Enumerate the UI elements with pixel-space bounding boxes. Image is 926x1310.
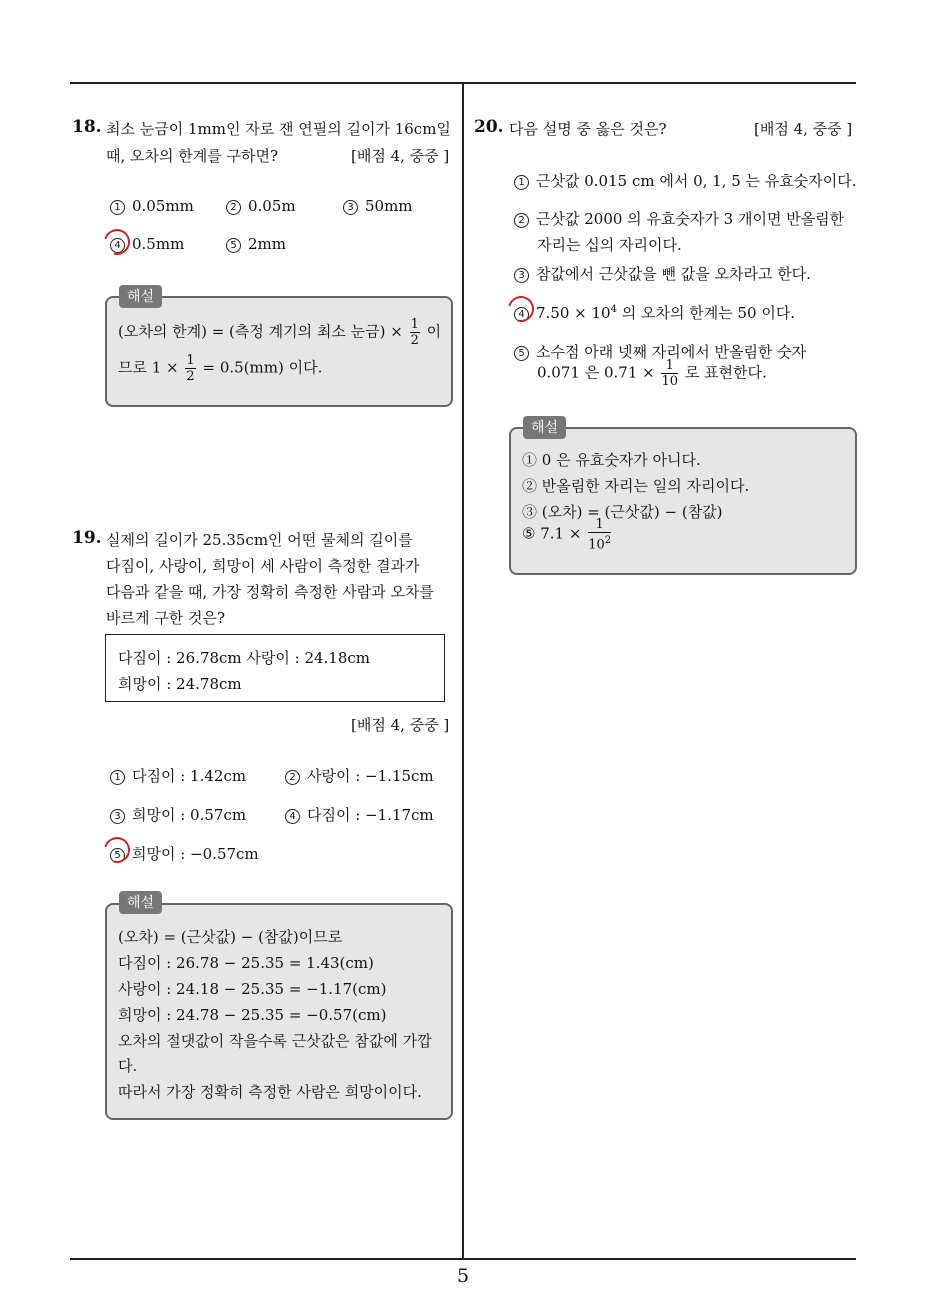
explanation-line (118, 318, 441, 347)
choice-text: 2mm (248, 235, 286, 253)
choice-text: 50mm (365, 197, 413, 215)
bottom-rule (70, 1258, 856, 1260)
question-number: 18. (72, 117, 102, 137)
explanation-box (105, 296, 453, 407)
fraction (661, 359, 678, 388)
choice-text: 희망이 : 0.57cm (132, 806, 247, 824)
choice-number-badge: 4 (110, 238, 125, 253)
score-label: [배점 4, 중중 ] (754, 120, 853, 138)
fraction (410, 318, 420, 347)
question-text: 다음 설명 중 옳은 것은? (509, 120, 667, 138)
choice-number-badge: 5 (514, 346, 529, 361)
choice-text: 희망이 : −0.57cm (132, 845, 259, 863)
fraction (588, 518, 611, 551)
choice-number-badge: 1 (514, 175, 529, 190)
choice-4[interactable] (285, 804, 434, 825)
choice-text: 다짐이 : 1.42cm (132, 767, 247, 785)
choice-text: 의 오차의 한계는 50 이다. (616, 304, 796, 322)
explanation-text: ⑤ 7.1 × (522, 524, 582, 543)
question-text: 실제의 길이가 25.35cm인 어떤 물체의 길이를 (106, 531, 413, 549)
choice-text: 0.5mm (132, 235, 185, 253)
explanation-line: (오차) = (근삿값) − (참값)이므로 (118, 928, 343, 946)
choice-number-badge: 5 (110, 848, 125, 863)
question-text: 다음과 같을 때, 가장 정확히 측정한 사람과 오차를 (106, 583, 434, 601)
fraction-denominator: 10 (661, 374, 679, 389)
answer-mark-circle (99, 224, 135, 260)
explanation-line: 다짐이 : 26.78 − 25.35 = 1.43(cm) (118, 954, 374, 972)
fraction-denominator-base: 10 (588, 537, 605, 553)
explanation-tag: 해설 (119, 891, 162, 914)
explanation-line (522, 518, 613, 551)
choice-3[interactable] (514, 263, 811, 284)
explanation-tag: 해설 (119, 285, 162, 308)
fraction-denominator: 2 (186, 369, 195, 384)
explanation-line: 사랑이 : 24.18 − 25.35 = −1.17(cm) (118, 980, 387, 998)
question-number: 20. (474, 117, 504, 137)
choice-number-badge: 1 (110, 200, 125, 215)
choice-text: 0.05mm (132, 197, 194, 215)
choice-1[interactable] (514, 170, 857, 191)
choice-text: 참값에서 근삿값을 뺀 값을 오차라고 한다. (536, 265, 811, 283)
question-number: 19. (72, 528, 102, 548)
choice-text: 근삿값 0.015 cm 에서 0, 1, 5 는 유효숫자이다. (536, 172, 857, 190)
fraction-numerator: 1 (186, 353, 195, 368)
choice-number-badge: 3 (514, 268, 529, 283)
choice-number-badge: 2 (226, 200, 241, 215)
explanation-line (118, 354, 322, 383)
explanation-text: (오차의 한계) = (측정 계기의 최소 눈금) × (118, 322, 403, 341)
fraction-denominator (588, 533, 611, 551)
choice-2[interactable] (226, 197, 296, 215)
choice-text: 0.071 은 0.71 × (537, 363, 655, 382)
choice-2[interactable] (285, 765, 434, 786)
score-label: [배점 4, 중중 ] (351, 147, 450, 165)
score-label: [배점 4, 중중 ] (351, 716, 450, 734)
explanation-line: 오차의 절댓값이 작을수록 근삿값은 참값에 가깝 (118, 1032, 432, 1050)
choice-number-badge: 2 (285, 770, 300, 785)
choice-text: 근삿값 2000 의 유효숫자가 3 개이면 반올림한 (536, 210, 845, 228)
choice-1[interactable] (110, 197, 194, 215)
choice-text: 사랑이 : −1.15cm (307, 767, 434, 785)
question-text: 바르게 구한 것은? (106, 609, 226, 627)
choice-number-badge: 5 (226, 238, 241, 253)
explanation-line: ③ (오차) = (근삿값) − (참값) (522, 503, 723, 521)
fraction (185, 354, 195, 383)
explanation-tag: 해설 (523, 416, 566, 439)
explanation-line: 따라서 가장 정확히 측정한 사람은 희망이이다. (118, 1083, 422, 1101)
choice-4[interactable] (514, 302, 795, 323)
exponent: 4 (610, 304, 617, 315)
question-text: 최소 눈금이 1mm인 자로 잰 연필의 길이가 16cm일 (106, 120, 451, 138)
explanation-line: 다. (118, 1057, 138, 1075)
choice-text: 다짐이 : −1.17cm (307, 806, 434, 824)
explanation-text: 이 (426, 322, 442, 341)
choice-number-badge: 1 (110, 770, 125, 785)
choice-5[interactable] (110, 843, 259, 864)
choice-number-badge: 4 (285, 809, 300, 824)
question-text: 다짐이, 사랑이, 희망이 세 사람이 측정한 결과가 (106, 557, 420, 575)
choice-1[interactable] (110, 765, 246, 786)
choice-5-continued (537, 359, 767, 388)
explanation-text: 므로 1 × (118, 358, 179, 377)
fraction-denominator: 2 (410, 333, 419, 348)
choice-text: 0.05m (248, 197, 296, 215)
choice-number-badge: 3 (343, 200, 358, 215)
fraction-numerator: 1 (410, 317, 419, 332)
given-data-line: 다짐이 : 26.78cm 사랑이 : 24.18cm (118, 649, 371, 667)
explanation-line: ① 0 은 유효숫자가 아니다. (522, 451, 701, 469)
explanation-line: 희망이 : 24.78 − 25.35 = −0.57(cm) (118, 1006, 387, 1024)
choice-2-continued: 자리는 십의 자리이다. (537, 236, 682, 254)
choice-number-badge: 4 (514, 307, 529, 322)
given-data-line: 희망이 : 24.78cm (118, 675, 242, 693)
page-number: 5 (456, 1265, 470, 1287)
choice-3[interactable] (110, 804, 246, 825)
choice-text: 소수점 아래 넷째 자리에서 반올림한 숫자 (536, 343, 807, 361)
explanation-line: ② 반올림한 자리는 일의 자리이다. (522, 477, 750, 495)
choice-text: 7.50 × 10 (536, 304, 611, 322)
choice-2[interactable] (514, 208, 844, 229)
choice-number-badge: 2 (514, 213, 529, 228)
column-divider (462, 83, 464, 1259)
choice-number-badge: 3 (110, 809, 125, 824)
choice-text: 로 표현한다. (684, 363, 767, 382)
fraction-numerator: 1 (588, 518, 611, 533)
choice-5[interactable] (226, 235, 286, 253)
fraction-numerator: 1 (661, 359, 678, 374)
choice-3[interactable] (343, 197, 413, 215)
explanation-text: = 0.5(mm) 이다. (202, 358, 323, 377)
exponent: 2 (604, 535, 612, 546)
question-text: 때, 오차의 한계를 구하면? (106, 147, 279, 165)
